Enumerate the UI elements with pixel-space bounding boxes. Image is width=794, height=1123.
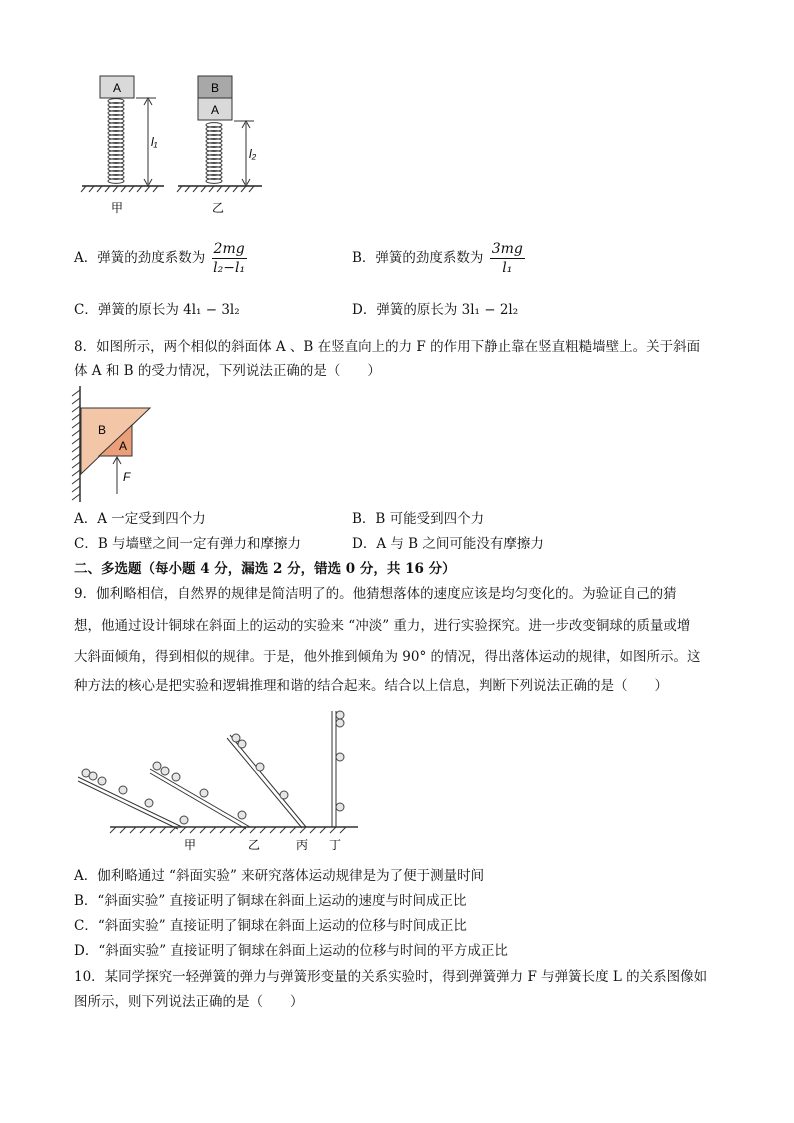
q9-stem-line1: 9．伽利略相信，自然界的规律是简洁明了的。他猜想落体的速度应该是均匀变化的。为验证自己的猜 [74,586,677,602]
ground-right [177,186,262,192]
rough-wall [72,386,80,502]
wedge-b-label: B [98,423,107,437]
label-jia: 甲 [183,838,197,852]
q7-option-b-denominator: l₁ [502,260,513,276]
balls-ding [336,711,344,811]
q8-option-a[interactable]: A．A 一定受到四个力 [74,511,206,527]
q8-option-c[interactable]: C．B 与墙壁之间一定有弹力和摩擦力 [74,536,302,552]
plane-ding [332,711,336,827]
q9-option-a[interactable]: A．伽利略通过 “斜面实验” 来研究落体运动规律是为了便于测量时间 [74,868,485,884]
l2-label: l₂ [249,147,257,161]
spring-left [108,99,124,184]
l1-label: l₁ [151,135,158,149]
caption-jia: 甲 [110,201,124,215]
caption-yi: 乙 [211,201,225,215]
balls-yi [153,762,246,819]
q9-stem-line4: 种方法的核心是把实验和逻辑推理和谐的结合起来。结合以上信息，判断下列说法正确的是（ ） [74,678,668,694]
q7-option-c[interactable]: C．弹簧的原长为 4l₁ − 3l₂ [74,302,240,318]
q7-option-a-text: A．弹簧的劲度系数为 [74,250,206,266]
q9-option-c[interactable]: C．“斜面实验” 直接证明了铜球在斜面上运动的位移与时间成正比 [74,918,467,934]
spring-right [206,123,222,184]
q7-option-a-fraction [212,240,247,277]
label-bing: 丙 [295,838,309,852]
q8-option-b[interactable]: B．B 可能受到四个力 [352,511,485,527]
plane-yi [150,769,250,829]
q9-option-b[interactable]: B．“斜面实验” 直接证明了铜球在斜面上运动的速度与时间成正比 [74,893,467,909]
q10-stem-line1: 10．某同学探究一轻弹簧的弹力与弹簧形变量的关系实验时，得到弹簧弹力 F 与弹簧长度 L 的关系图像如 [74,969,708,985]
q8-option-d[interactable]: D．A 与 B 之间可能没有摩擦力 [352,536,544,552]
q7-option-a-denominator: l₂−l₁ [213,260,246,276]
balls-bing [232,734,288,799]
q7-option-b[interactable] [352,240,525,277]
q7-option-d[interactable]: D．弹簧的原长为 3l₁ − 2l₂ [352,302,519,318]
q7-option-a[interactable] [74,240,247,277]
ground-q9 [110,827,358,833]
q9-stem-line2: 想，他通过设计铜球在斜面上的运动的实验来 “冲淡” 重力，进行实验探究。进一步改变铜球的质量或增 [74,618,691,634]
section-2-title: 二、多选题（每小题 4 分，漏选 2 分，错选 0 分，共 16 分） [74,561,456,577]
q9-stem-line3: 大斜面倾角，得到相似的规律。于是，他外推到倾角为 90° 的情况，得出落体运动的规律，如图所示。这 [74,649,701,665]
q7-option-b-text: B．弹簧的劲度系数为 [352,250,484,266]
force-f-label: F [123,470,131,484]
label-ding: 丁 [328,838,342,852]
force-f-arrow [113,457,121,494]
block-a-left-label: A [112,81,122,95]
ground-left [81,186,164,192]
label-yi: 乙 [247,838,261,852]
wedge-a-label: A [119,439,128,453]
q8-stem-line2: 体 A 和 B 的受力情况，下列说法正确的是（ ） [74,363,381,379]
q8-stem-line1: 8．如图所示，两个相似的斜面体 A 、B 在竖直向上的力 F 的作用下静止靠在竖直粗糙墙壁上。关于斜面 [74,339,701,355]
q10-stem-line2: 图所示，则下列说法正确的是（ ） [74,994,304,1010]
q7-option-a-numerator: 2mg [213,241,245,257]
spring-figure [78,70,278,220]
q7-option-b-fraction [490,240,525,277]
block-a-right-label: A [210,103,220,117]
wedge-figure [68,384,168,504]
block-b-right-label: B [210,81,220,95]
q7-option-b-numerator: 3mg [491,241,523,257]
plane-jia [78,777,182,829]
q9-option-d[interactable]: D．“斜面实验” 直接证明了铜球在斜面上运动的位移与时间的平方成正比 [74,943,508,959]
inclined-planes-figure [74,705,364,857]
